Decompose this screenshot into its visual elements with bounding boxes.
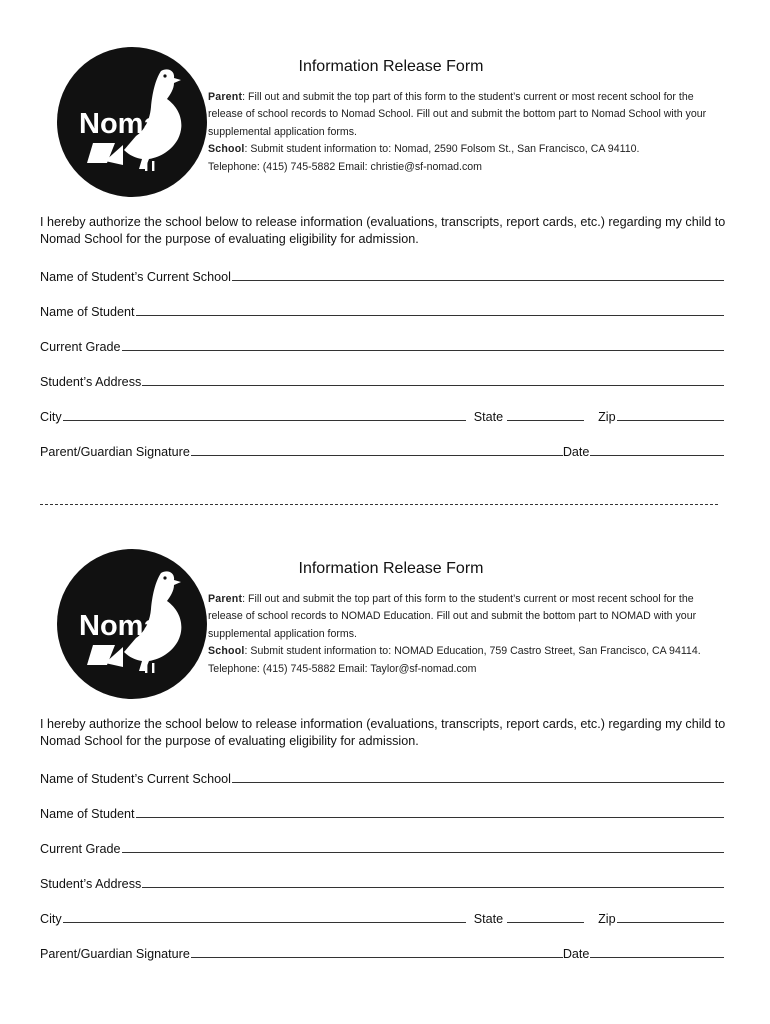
current-school-field[interactable] [40,266,724,284]
instructions [208,591,728,678]
nomad-logo [57,549,207,699]
address-input-line[interactable] [142,385,724,386]
nomad-logo [57,47,207,197]
release-form-bottom [0,502,770,972]
address-input-line[interactable] [142,887,724,888]
logo-wordmark: Nomad [79,610,178,642]
date-label: Date [562,445,590,459]
zip-label: Zip [598,410,616,424]
current-school-label: Name of Student’s Current School [40,772,231,786]
address-label: Student’s Address [40,375,142,389]
instructions [208,89,728,176]
current-school-input-line[interactable] [232,280,724,281]
current-grade-label: Current Grade [40,842,121,856]
city-state-zip-row[interactable] [40,406,724,424]
release-form-top [0,0,770,470]
student-name-input-line[interactable] [136,315,724,316]
school-instructions: : Submit student information to: NOMAD Education, 759 Castro Street, San Francisco, CA 94114. [244,645,701,658]
parent-label: Parent [208,91,243,103]
city-label: City [40,410,62,424]
signature-date-row[interactable] [40,943,724,961]
student-name-field[interactable] [40,803,724,821]
current-school-input-line[interactable] [232,782,724,783]
signature-date-row[interactable] [40,441,724,459]
contact-telephone: Telephone: (415) 745-5882 Email: Taylor@sf-nomad.com [208,662,477,675]
state-label: State [473,410,504,424]
parent-instructions: : Fill out and submit the top part of this form to the student’s current or most recent school for the release of school records to NOMAD Education. Fill out and submit the bottom part to NOMAD with your supplemental application forms. [208,593,697,640]
date-input-line[interactable] [590,957,724,958]
student-name-field[interactable] [40,301,724,319]
authorization-statement: I hereby authorize the school below to release information (evaluations, transcripts, report cards, etc.) regarding my child to Nomad School for the purpose of evaluating eligibility for admission. [40,717,726,748]
school-label: School [208,645,245,658]
date-input-line[interactable] [590,455,724,456]
address-field[interactable] [40,873,724,891]
zip-label: Zip [598,912,616,926]
city-label: City [40,912,62,926]
address-field[interactable] [40,371,724,389]
signature-label: Parent/Guardian Signature [40,445,190,459]
school-label: School [208,143,245,156]
signature-input-line[interactable] [191,455,563,456]
form-title: Information Release Form [298,58,484,75]
signature-label: Parent/Guardian Signature [40,947,190,961]
current-grade-input-line[interactable] [122,350,725,351]
student-name-label: Name of Student [40,807,135,821]
city-input-line[interactable] [63,420,466,421]
date-label: Date [562,947,590,961]
form-title: Information Release Form [298,560,484,577]
current-grade-input-line[interactable] [122,852,725,853]
state-label: State [473,912,504,926]
zip-input-line[interactable] [617,420,724,421]
zip-input-line[interactable] [617,922,724,923]
address-label: Student’s Address [40,877,142,891]
current-school-field[interactable] [40,768,724,786]
school-instructions: : Submit student information to: Nomad, 2590 Folsom St., San Francisco, CA 94110. [244,143,640,156]
city-input-line[interactable] [63,922,466,923]
current-grade-field[interactable] [40,838,724,856]
contact-telephone: Telephone: (415) 745-5882 Email: christie@sf-nomad.com [208,160,482,173]
student-name-input-line[interactable] [136,817,724,818]
city-state-zip-row[interactable] [40,908,724,926]
logo-wordmark: Nomad [79,108,178,140]
parent-label: Parent [208,593,243,605]
signature-input-line[interactable] [191,957,563,958]
current-school-label: Name of Student’s Current School [40,270,231,284]
authorization-statement: I hereby authorize the school below to release information (evaluations, transcripts, report cards, etc.) regarding my child to Nomad School for the purpose of evaluating eligibility for admission. [40,215,726,246]
state-input-line[interactable] [507,922,584,923]
student-name-label: Name of Student [40,305,135,319]
parent-instructions: : Fill out and submit the top part of this form to the student’s current or most recent school for the release of school records to Nomad School. Fill out and submit the bottom part to Nomad School with your supplemental application forms. [208,91,707,138]
current-grade-field[interactable] [40,336,724,354]
state-input-line[interactable] [507,420,584,421]
current-grade-label: Current Grade [40,340,121,354]
